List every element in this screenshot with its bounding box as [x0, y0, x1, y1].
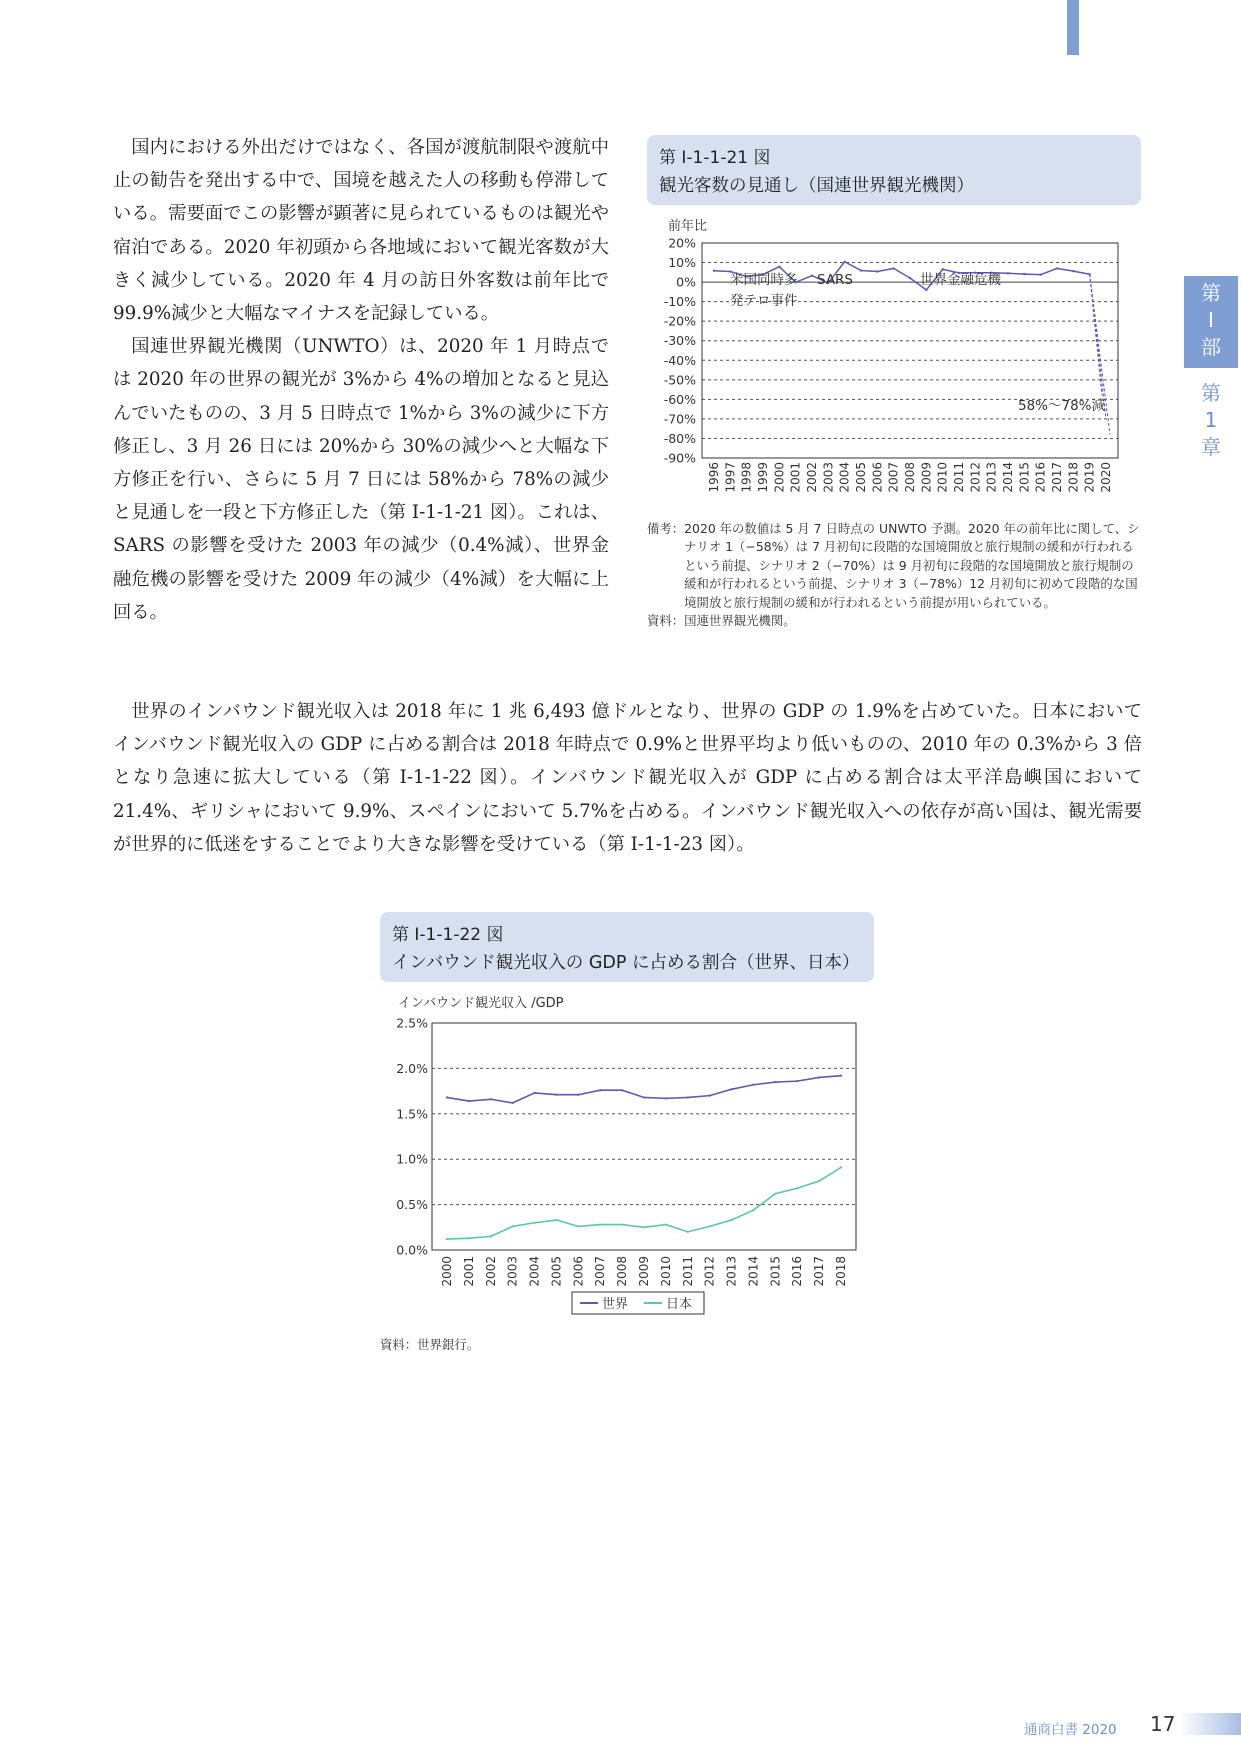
data-point	[796, 1080, 798, 1082]
y-tick-label: 20%	[668, 235, 696, 251]
x-tick-label: 2001	[788, 462, 803, 493]
y-tick-label: -10%	[663, 294, 696, 310]
data-point	[774, 1193, 776, 1195]
data-point	[840, 1075, 842, 1077]
data-point	[577, 1225, 579, 1227]
data-point	[730, 1088, 732, 1090]
data-point	[1072, 270, 1074, 272]
x-tick-label: 2003	[505, 1256, 520, 1287]
source-label: 資料：	[647, 613, 685, 629]
data-point	[818, 1076, 820, 1078]
x-tick-label: 2008	[615, 1256, 630, 1287]
x-tick-label: 2007	[593, 1256, 608, 1287]
scenario-line	[1090, 274, 1102, 395]
data-point	[555, 1094, 557, 1096]
x-tick-label: 2018	[834, 1256, 848, 1287]
figure2-source: 資料：世界銀行。	[380, 1337, 480, 1352]
data-point	[796, 1187, 798, 1189]
data-point	[665, 1223, 667, 1225]
data-point	[665, 1097, 667, 1099]
y-axis-title: インバウンド観光収入 /GDP	[398, 996, 564, 1011]
data-point	[709, 1095, 711, 1097]
x-tick-label: 2020	[1099, 462, 1113, 493]
data-point	[709, 1225, 711, 1227]
data-point	[1023, 273, 1025, 275]
data-point	[1007, 272, 1009, 274]
y-tick-label: 2.5%	[396, 1015, 428, 1031]
data-point	[713, 270, 715, 272]
x-tick-label: 2012	[968, 462, 983, 493]
x-tick-label: 2014	[746, 1256, 761, 1287]
x-tick-label: 2009	[919, 462, 934, 493]
tourist-outlook-chart	[655, 213, 1125, 518]
body-paragraph: 国連世界観光機関（UNWTO）は、2020 年 1 月時点では 2020 年の世界の観光が 3%から 4%の増加となると見込んでいたものの、3 月 5 日時点で 1%から 3%の減少に下方修正し、3 月 26 日には 20%から 30%の減少へと大幅な下方修正を行い、さらに 5 月 7 日には 58%から 78%の減少と見通しを一段と下方修正した（第 I-1-1-21 図）。これは、SARS の影響を受けた 2003 年の減少（0.4%減）、世界金融危機の影響を受けた 2009 年の減少（4%減）を大幅に上回る。	[113, 336, 609, 623]
y-tick-label: 0.5%	[396, 1197, 428, 1213]
note-label: 備考：	[647, 521, 685, 536]
data-point	[446, 1238, 448, 1240]
data-point	[818, 1180, 820, 1182]
y-tick-label: 1.5%	[396, 1106, 428, 1122]
data-point	[446, 1096, 448, 1098]
chapter-tab-char: 第	[1201, 381, 1221, 405]
data-point	[555, 1219, 557, 1221]
x-tick-label: 2004	[837, 462, 852, 493]
figure1-header	[647, 135, 1141, 205]
part-tab-char: I	[1208, 308, 1214, 332]
data-point	[925, 289, 927, 291]
x-tick-label: 2013	[984, 462, 999, 493]
data-point	[533, 1222, 535, 1224]
y-tick-label: -60%	[663, 391, 696, 407]
part-tab-char: 部	[1201, 335, 1221, 359]
plot-frame	[432, 1023, 856, 1250]
data-point	[752, 1084, 754, 1086]
part-tab	[1184, 276, 1238, 368]
x-tick-label: 2011	[952, 462, 966, 493]
data-point	[490, 1235, 492, 1237]
annotation: SARS	[817, 272, 854, 288]
part-tab-char: 第	[1201, 281, 1221, 305]
x-tick-label: 2000	[772, 462, 787, 493]
annotation: 世界金融危機	[920, 272, 1001, 288]
footer-title: 通商白書 2020	[1024, 1722, 1117, 1738]
x-tick-label: 2012	[702, 1256, 717, 1287]
source-text: 国連世界観光機関。	[684, 613, 796, 629]
data-point	[909, 277, 911, 279]
x-tick-label: 2008	[903, 462, 917, 493]
x-tick-label: 1997	[723, 462, 738, 493]
x-tick-label: 2016	[1033, 462, 1048, 493]
data-point	[468, 1237, 470, 1239]
body-paragraph: 国内における外出だけではなく、各国が渡航制限や渡航中止の勧告を発出する中で、国境を越えた人の移動も停滞している。需要面でこの影響が顕著に見られているものは観光や宿泊である。2020 年初頭から各地域において観光客数が大きく減少している。2020 年 4 月の訪日外客数は前年比で 99.9%減少と大幅なマイナスを記録している。	[113, 137, 609, 325]
figure2-title: インバウンド観光収入の GDP に占める割合（世界、日本）	[392, 953, 860, 973]
y-tick-label: 2.0%	[396, 1060, 428, 1076]
x-tick-label: 2006	[571, 1256, 586, 1287]
data-point	[941, 268, 943, 270]
data-point	[643, 1226, 645, 1228]
x-tick-label: 2002	[483, 1256, 498, 1287]
data-point	[599, 1223, 601, 1225]
y-tick-label: 0%	[676, 274, 696, 290]
figure2-number: 第 I-1-1-22 図	[392, 925, 504, 945]
x-tick-label: 2006	[870, 462, 885, 493]
footer-color-bar	[1180, 1713, 1241, 1735]
top-color-tab	[1067, 0, 1079, 55]
data-point	[687, 1231, 689, 1233]
data-point	[490, 1098, 492, 1100]
x-tick-label: 2018	[1066, 462, 1081, 493]
y-tick-label: 10%	[668, 255, 696, 271]
series-line	[447, 1076, 841, 1103]
data-point	[843, 261, 845, 263]
x-tick-label: 2009	[637, 1256, 651, 1287]
y-tick-label: -90%	[663, 450, 696, 466]
y-tick-label: 0.0%	[396, 1242, 428, 1258]
x-tick-label: 1999	[756, 462, 770, 493]
data-point	[892, 267, 894, 269]
figure2-header	[380, 912, 874, 982]
x-tick-label: 2011	[680, 1256, 695, 1287]
body-paragraph: 世界のインバウンド観光収入は 2018 年に 1 兆 6,493 億ドルとなり、世界の GDP の 1.9%を占めていた。日本においてインバウンド観光収入の GDP に占める割合は 2018 年時点で 0.9%と世界平均より低いものの、2010 年の 0.3%から 3 倍となり急速に拡大している（第 I-1-1-22 図）。インバウンド観光収入が GDP に占める割合は太平洋島嶼国において 21.4%、ギリシャにおいて 9.9%、スペインにおいて 5.7%を占める。インバウンド観光収入への依存が高い国は、観光需要が世界的に低迷をすることでより大きな影響を受けている（第 I-1-1-23 図）。	[113, 701, 1142, 855]
data-point	[643, 1096, 645, 1098]
data-point	[577, 1094, 579, 1096]
x-tick-label: 2000	[440, 1256, 454, 1287]
data-point	[621, 1089, 623, 1091]
x-tick-label: 2015	[768, 1256, 783, 1287]
figure1-title: 観光客数の見通し（国連世界観光機関）	[659, 176, 974, 196]
data-point	[468, 1100, 470, 1102]
data-point	[774, 1081, 776, 1083]
annotation: 発テロ事件	[730, 293, 798, 309]
data-point	[876, 270, 878, 272]
y-tick-label: -50%	[663, 372, 696, 388]
x-tick-label: 2015	[1017, 462, 1032, 493]
note-text: 2020 年の数値は 5 月 7 日時点の UNWTO 予測。2020 年の前年比に関して、シナリオ 1（−58%）は 7 月初旬に段階的な国境開放と旅行規制の緩和が行われるという前提、シナリオ 2（−70%）は 9 月初旬に段階的な国境開放と旅行規制の緩和が行われるという前提、シナリオ 3（−78%）12 月初旬に初めて段階的な国境開放と旅行規制の緩和が行われるという前提が用いられている。	[684, 521, 1140, 610]
x-tick-label: 2010	[658, 1256, 673, 1287]
data-point	[840, 1166, 842, 1168]
y-axis-title: 前年比	[668, 219, 708, 234]
tourism-receipts-gdp-chart	[386, 990, 866, 1330]
data-point	[730, 1219, 732, 1221]
data-point	[687, 1096, 689, 1098]
page-number: 17	[1150, 1712, 1176, 1736]
annotation: 58%～78%減	[1017, 398, 1105, 414]
annotation: 米国同時多	[730, 272, 798, 288]
y-tick-label: -70%	[663, 411, 696, 427]
x-tick-label: 2014	[1001, 462, 1015, 493]
x-tick-label: 2017	[812, 1256, 827, 1287]
x-tick-label: 2017	[1050, 462, 1064, 493]
legend-label: 世界	[602, 1297, 629, 1312]
x-tick-label: 2013	[724, 1256, 739, 1287]
data-point	[512, 1225, 514, 1227]
y-tick-label: -40%	[663, 352, 696, 368]
data-point	[533, 1092, 535, 1094]
y-tick-label: -30%	[663, 333, 696, 349]
x-tick-label: 2016	[790, 1256, 805, 1287]
x-tick-label: 2007	[886, 462, 901, 493]
x-tick-label: 2001	[461, 1256, 476, 1287]
x-tick-label: 2005	[854, 462, 868, 493]
body-text-wide	[113, 695, 1142, 861]
data-point	[860, 269, 862, 271]
x-tick-label: 1996	[707, 462, 721, 493]
body-text-column	[113, 131, 609, 629]
data-point	[1039, 273, 1041, 275]
x-tick-label: 2010	[935, 462, 950, 493]
figure1-number: 第 I-1-1-21 図	[659, 148, 771, 168]
y-tick-label: -80%	[663, 430, 696, 446]
y-tick-label: -20%	[663, 313, 696, 329]
chapter-tab-char: 章	[1201, 435, 1221, 459]
data-point	[811, 274, 813, 276]
x-tick-label: 2004	[527, 1256, 542, 1287]
data-point	[778, 265, 780, 267]
x-tick-label: 2002	[805, 462, 819, 493]
chapter-tab	[1184, 380, 1238, 461]
x-tick-label: 2019	[1082, 462, 1097, 493]
x-tick-label: 2005	[549, 1256, 564, 1287]
data-point	[752, 1209, 754, 1211]
figure1-notes	[647, 520, 1143, 630]
chapter-tab-char: 1	[1204, 408, 1218, 432]
data-point	[512, 1102, 514, 1104]
data-point	[621, 1223, 623, 1225]
x-tick-label: 1998	[739, 462, 754, 493]
x-tick-label: 2003	[821, 462, 836, 493]
data-point	[599, 1089, 601, 1091]
data-point	[1056, 267, 1058, 269]
legend-label: 日本	[666, 1297, 693, 1312]
y-tick-label: 1.0%	[396, 1151, 428, 1167]
